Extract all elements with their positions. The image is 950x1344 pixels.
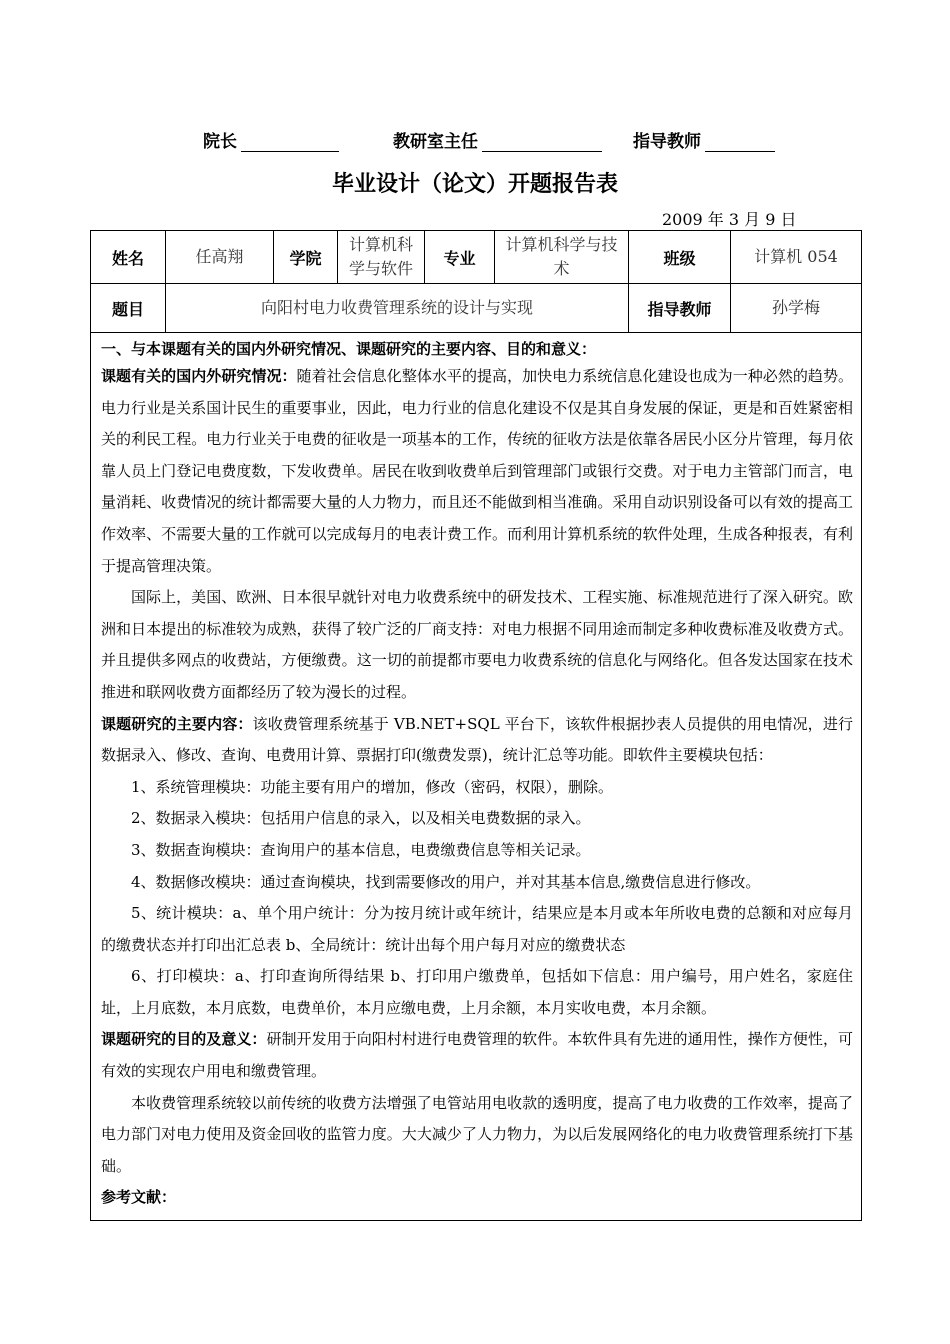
topic-row [91,284,862,333]
module-item: 5、统计模块：a、单个用户统计：分为按月统计或年统计，结果应是本月或本年所收电费的总额和对应每月的缴费状态并打印出汇总表 b、全局统计：统计出每个用户每月对应的缴费状态 [101,904,853,954]
section-heading: 一、与本课题有关的国内外研究情况、课题研究的主要内容、目的和意义： [101,340,597,358]
module-item: 6、打印模块：a、打印查询所得结果 b、打印用户缴费单，包括如下信息：用户编号，用户姓名，家庭住址，上月底数，本月底数，电费单价，本月应缴电费，上月余额，本月实收电费，本月余额。 [101,967,853,1017]
purpose-paragraph-2: 本收费管理系统较以前传统的收费方法增强了电管站用电收款的透明度，提高了电力收费的工作效率，提高了电力部门对电力使用及资金回收的监管力度。大大减少了人力物力，为以后发展网络化的电力收费管理系统打下基础。 [101,1093,853,1175]
topic-label: 题目 [91,284,166,333]
topic-value: 向阳村电力收费管理系统的设计与实现 [166,284,629,333]
content-cell [91,333,862,1221]
advisor-value: 孙学梅 [731,284,862,333]
advisor-blank[interactable] [705,133,775,152]
advisor-signature [633,127,775,152]
content-label: 课题研究的主要内容： [101,714,253,733]
advisor-label: 指导教师 [629,284,731,333]
class-value: 计算机 054 [731,231,862,284]
director-label: 教研室主任 [393,132,478,152]
name-label: 姓名 [91,231,166,284]
major-label: 专业 [425,231,495,284]
references-label: 参考文献： [101,1188,177,1207]
purpose-paragraph [101,1024,853,1087]
report-date: 2009 年 3 月 9 日 [662,210,797,229]
purpose-label: 课题研究的目的及意义： [101,1030,267,1049]
major-value: 计算机科学与技术 [495,231,629,284]
content-text: 该收费管理系统基于 VB.NET+SQL 平台下，该软件根据抄表人员提供的用电情况，进行数据录入、修改、查询、电费用计算、票据打印(缴费发票)，统计汇总等功能。即软件主要模块包括： [101,714,853,765]
dean-label: 院长 [203,132,237,152]
college-value: 计算机科学与软件 [338,231,425,284]
director-blank[interactable] [482,133,602,152]
director-signature [393,127,602,152]
content-paragraph [101,709,853,772]
info-row [91,231,862,284]
advisor-sig-label: 指导教师 [633,132,701,152]
purpose-text: 研制开发用于向阳村村进行电费管理的软件。本软件具有先进的通用性，操作方便性，可有效的实现农户用电和缴费管理。 [101,1030,853,1081]
module-item: 1、系统管理模块：功能主要有用户的增加，修改（密码，权限），删除。 [131,777,614,796]
intl-paragraph: 国际上，美国、欧洲、日本很早就针对电力收费系统中的研发技术、工程实施、标准规范进行了深入研究。欧洲和日本提出的标准较为成熟，获得了较广泛的厂商支持：对电力根据不同用途而制定多种收费标准及收费方式。并且提供多网点的收费站，方便缴费。这一切的前提都市要电力收费系统的信息化与网络化。但各发达国家在技术推进和联网收费方面都经历了较为漫长的过程。 [101,588,853,701]
references-paragraph [101,1182,853,1214]
research-label: 课题有关的国内外研究情况： [101,367,297,385]
page-title: 毕业设计（论文）开题报告表 [331,172,618,197]
research-paragraph [101,361,853,582]
name-value: 任高翔 [166,231,274,284]
module-item: 3、数据查询模块：查询用户的基本信息，电费缴费信息等相关记录。 [131,840,591,859]
dean-blank[interactable] [241,133,339,152]
class-label: 班级 [629,231,731,284]
signature-line [0,127,950,151]
dean-signature [203,127,339,152]
college-label: 学院 [274,231,338,284]
content-row [91,333,862,1221]
module-item: 4、数据修改模块：通过查询模块，找到需要修改的用户，并对其基本信息,缴费信息进行修改。 [131,872,761,891]
module-item: 2、数据录入模块：包括用户信息的录入，以及相关电费数据的录入。 [131,809,591,828]
report-table [90,230,862,1221]
research-text: 随着社会信息化整体水平的提高，加快电力系统信息化建设也成为一种必然的趋势。电力行业是关系国计民生的重要事业，因此，电力行业的信息化建设不仅是其自身发展的保证，更是和百姓紧密相关的利民工程。电力行业关于电费的征收是一项基本的工作，传统的征收方法是依靠各居民小区分片管理，每月依靠人员上门登记电费度数，下发收费单。居民在收到收费单后到管理部门或银行交费。对于电力主管部门而言，电量消耗、收费情况的统计都需要大量的人力物力，而且还不能做到相当准确。采用自动识别设备可以有效的提高工作效率、不需要大量的工作就可以完成每月的电表计费工作。而利用计算机系统的软件处理，生成各种报表，有利于提高管理决策。 [101,367,853,575]
